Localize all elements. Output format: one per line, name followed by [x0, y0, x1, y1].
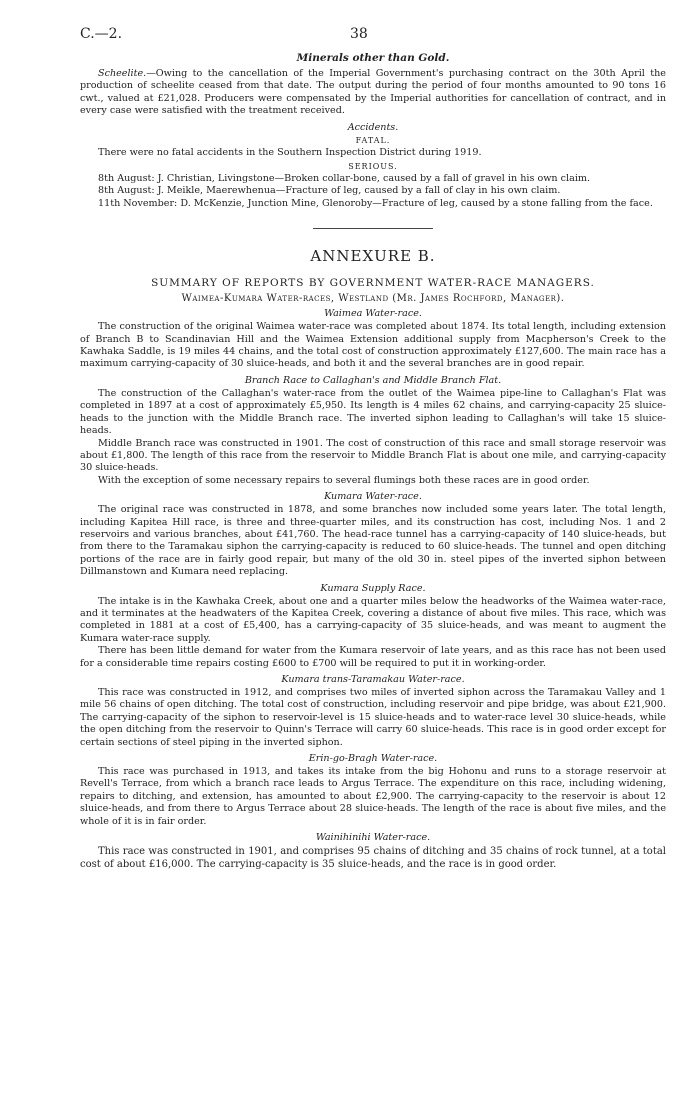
section-heading: Branch Race to Callaghan's and Middle Branch Flat.: [244, 374, 502, 386]
section-paragraph: The original race was constructed in 1878, and some branches now included some years later. The total length, including Kapitea Hill race, is three and three-quarter miles, and its construction has cost, including Nos. 1 and 2 reservoirs and various branches, about £41,760. The head-race tunnel has a carrying-capacity of 140 sluice-heads, but from there to the Taramakau siphon the carrying-capacity is reduced to 60 sluice-heads. The tunnel and open ditching portions of the race are in fairly good repair, but many of the old 30 in. steel pipes of the inverted siphon between Dillmanstown and Kumara need replacing.: [80, 504, 666, 578]
accidents-heading: Accidents.: [347, 121, 399, 133]
fatal-label: FATAL.: [355, 135, 391, 145]
minerals-heading: Minerals other than Gold.: [296, 52, 450, 64]
section-paragraph: Middle Branch race was constructed in 1901. The cost of construction of this race and small storage reservoir was about £1,800. The length of this race from the reservoir to Middle Branch Flat is about one mile, and carrying-capacity 30 sluice-heads.: [80, 437, 666, 474]
section-paragraph: The construction of the Callaghan's water-race from the outlet of the Waimea pipe-line to Callaghan's Flat was completed in 1897 at a cost of approximately £5,950. Its length is 4 miles 62 chains, and carrying-capacity 25 sluice-heads to the junction with the Middle Branch race. The inverted siphon leading to Callaghan's will take 15 sluice-heads.: [80, 387, 666, 437]
section-heading: Kumara trans-Taramakau Water-race.: [281, 674, 465, 685]
page-number: 38: [350, 26, 368, 42]
section-paragraph: The intake is in the Kawhaka Creek, about one and a quarter miles below the headworks of the Waimea water-race, and it terminates at the headwaters of the Kapitea Creek, covering a distance of about five miles. This race, which was completed in 1881 at a cost of £5,400, has a carrying-capacity of 35 sluice-heads, and was meant to augment the Kumara water-race supply.: [80, 595, 666, 644]
section-paragraph: This race was constructed in 1912, and comprises two miles of inverted siphon across the Taramakau Valley and 1 mile 56 chains of open ditching. The total cost of construction, including reservoir and pipe bridge, was about £21,900. The carrying-capacity of the siphon to reservoir-level is 15 sluice-heads and to water-race level 30 sluice-heads, while the open ditching from the reservoir to Quinn's Terrace will carry 60 sluice-heads. This race is in good order except for certain sections of steel piping in the inverted siphon.: [80, 687, 666, 748]
section-heading: Kumara Water-race.: [324, 491, 422, 503]
scheelite-text: —Owing to the cancellation of the Imperial Government's purchasing contract on the 30th April the production of scheelite ceased from that date. The output during the period of four months amounted to 90 tons 16 cwt., valued at £21,028. Producers were compensated by the Imperial authorities for cancellation of contract, and in every case were satisfied with the treatment received.: [80, 68, 666, 117]
scheelite-lead: Scheelite.: [98, 68, 147, 79]
section-paragraph: With the exception of some necessary repairs to several flumings both these races are in good order.: [98, 474, 590, 486]
section-divider: [313, 228, 433, 229]
section-heading: Erin-go-Bragh Water-race.: [308, 753, 438, 765]
annexure-subtitle: Waimea-Kumara Water-races, Westland (Mr. James Rochford, Manager).: [181, 293, 565, 305]
accident-entry: 8th August: J. Christian, Livingstone—Broken collar-bone, caused by a fall of gravel in his own claim.: [98, 173, 591, 185]
scheelite-paragraph: [80, 68, 666, 118]
annexure-summary: SUMMARY OF REPORTS BY GOVERNMENT WATER-RACE MANAGERS.: [151, 277, 595, 290]
section-paragraph: There has been little demand for water from the Kumara reservoir of late years, and as this race has not been used for a considerable time repairs costing £600 to £700 will be required to put it in working-order.: [80, 645, 666, 669]
accident-entry: 8th August: J. Meikle, Maerewhenua—Fracture of leg, caused by a fall of clay in his own claim.: [98, 185, 561, 197]
section-heading: Kumara Supply Race.: [320, 582, 426, 594]
report-code: C.—2.: [80, 26, 123, 42]
section-paragraph: This race was constructed in 1901, and comprises 95 chains of ditching and 35 chains of rock tunnel, at a total cost of about £16,000. The carrying-capacity is 35 sluice-heads, and the race is in good order.: [80, 846, 666, 871]
section-paragraph: This race was purchased in 1913, and takes its intake from the big Hohonu and runs to a storage reservoir at Revell's Terrace, from which a branch race leads to Argus Terrace. The expenditure on this race, including widening, repairs to ditching, and extension, has amounted to about £2,900. The carrying-capacity to the reservoir is about 12 sluice-heads, and from there to Argus Terrace about 28 sluice-heads. The length of the race is about five miles, and the whole of it is in fair order.: [80, 766, 666, 827]
serious-label: SERIOUS.: [348, 162, 398, 172]
annexure-title: ANNEXURE B.: [310, 247, 436, 266]
section-paragraph: The construction of the original Waimea water-race was completed about 1874. Its total length, including extension of Branch B to Scandinavian Hill and the Waimea Extension additional supply from Macpherson's Creek to the Kawhaka Saddle, is 19 miles 44 chains, and the total cost of construction approximately £127,600. The main race has a maximum carrying-capacity of 30 sluice-heads, and both it and the several branches are in good repair.: [80, 321, 666, 370]
accident-entry: 11th November: D. McKenzie, Junction Mine, Glenoroby—Fracture of leg, caused by a stone falling from the face.: [98, 197, 653, 209]
fatal-text: There were no fatal accidents in the Southern Inspection District during 1919.: [98, 146, 482, 158]
section-heading: Waimea Water-race.: [324, 308, 422, 320]
document-page: [80, 26, 666, 871]
page-header: [80, 26, 666, 48]
section-heading: Wainihinihi Water-race.: [315, 832, 431, 844]
